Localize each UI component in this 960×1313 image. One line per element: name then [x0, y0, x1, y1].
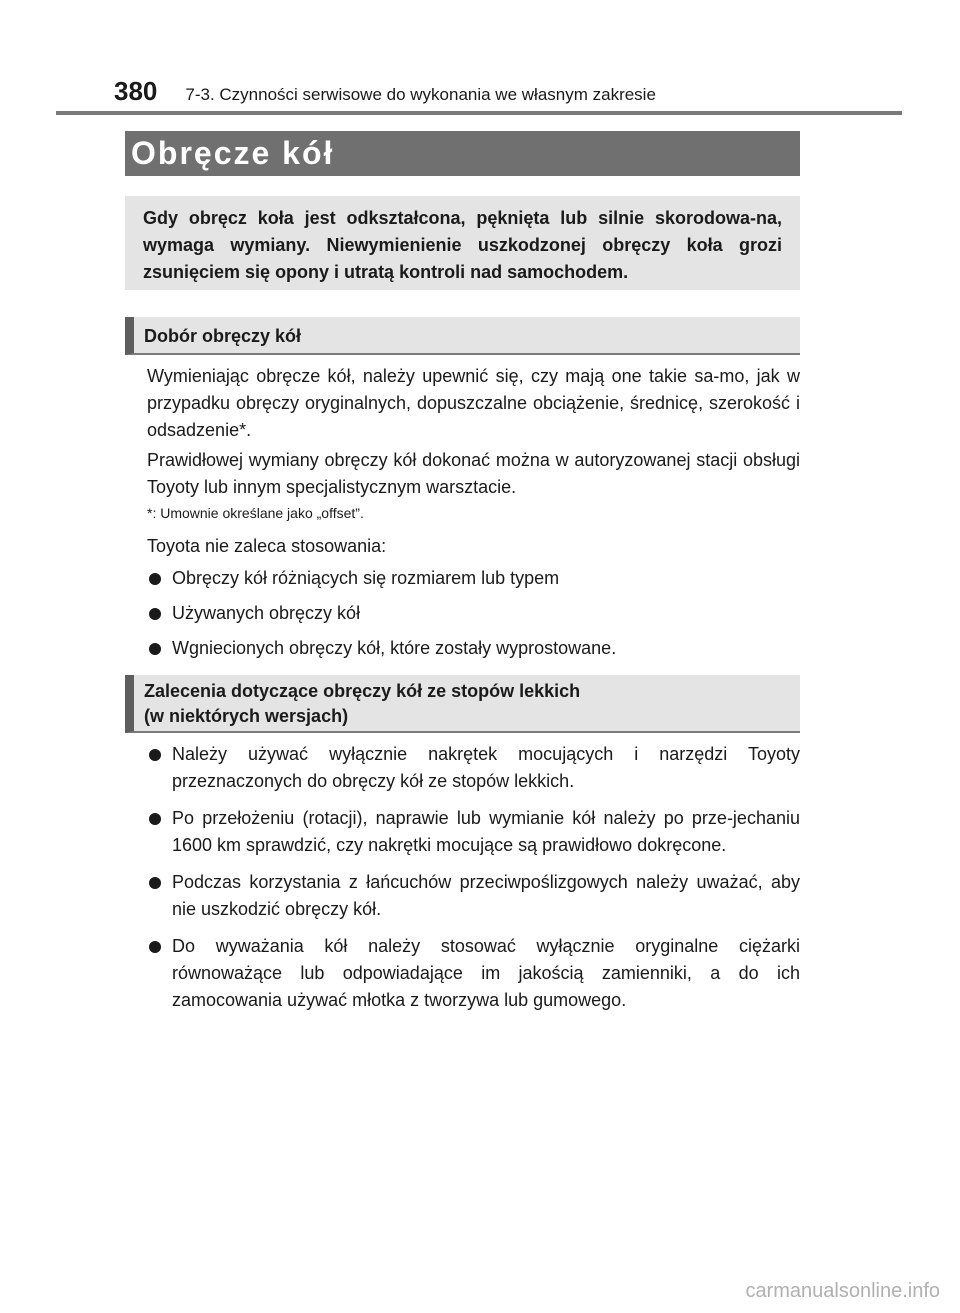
bullet-dot-icon — [149, 941, 161, 953]
page-title: Obręcze kół — [131, 135, 335, 171]
section-heading-line: (w niektórych wersjach) — [144, 706, 349, 726]
chapter-title: 7-3. Czynności serwisowe do wykonania we własnym zakresie — [185, 85, 656, 104]
header-divider — [56, 111, 902, 115]
page-title-bar — [125, 131, 800, 176]
list-item: Używanych obręczy kół — [147, 600, 800, 627]
bullet-dot-icon — [149, 877, 161, 889]
bullet-dot-icon — [149, 749, 161, 761]
bullet-dot-icon — [149, 608, 161, 620]
list-item: Po przełożeniu (rotacji), naprawie lub wymianie kół należy po prze-jechaniu 1600 km sprawdzić, czy nakrętki mocujące są prawidłowo dokręcone. — [147, 805, 800, 859]
not-recommended-list — [147, 565, 800, 670]
section-heading-line: Zalecenia dotyczące obręczy kół ze stopów lekkich — [144, 681, 581, 701]
section-heading-alloy-wheels — [125, 675, 800, 733]
list-item: Wgniecionych obręczy kół, które zostały wyprostowane. — [147, 635, 800, 662]
bullet-dot-icon — [149, 813, 161, 825]
page-header — [114, 76, 656, 107]
list-item: Obręczy kół różniących się rozmiarem lub typem — [147, 565, 800, 592]
alloy-wheel-recommendations-list — [147, 741, 800, 1024]
list-item: Do wyważania kół należy stosować wyłącznie oryginalne ciężarki równoważące lub odpowiadające im jakością zamienniki, a do ich zamocowania używać młotka z tworzywa lub gumowego. — [147, 933, 800, 1014]
list-item: Należy używać wyłącznie nakrętek mocujących i narzędzi Toyoty przeznaczonych do obręczy kół ze stopów lekkich. — [147, 741, 800, 795]
bullet-dot-icon — [149, 573, 161, 585]
paragraph-wheel-replacement: Prawidłowej wymiany obręczy kół dokonać można w autoryzowanej stacji obsługi Toyoty lub innym specjalistycznym warsztacie. — [147, 450, 800, 497]
watermark: carmanualsonline.info — [745, 1280, 940, 1302]
list-item: Podczas korzystania z łańcuchów przeciwpoślizgowych należy uważać, aby nie uszkodzić obręczy kół. — [147, 869, 800, 923]
page-number: 380 — [114, 76, 158, 106]
section-heading-wheel-selection: Dobór obręczy kół — [125, 317, 800, 355]
paragraph-not-recommended: Toyota nie zaleca stosowania: — [147, 536, 387, 556]
paragraph-wheel-requirements: Wymieniając obręcze kół, należy upewnić się, czy mają one takie sa-mo, jak w przypadku obręczy oryginalnych, dopuszczalne obciążenie, średnicę, szerokość i odsadzenie*. — [147, 366, 800, 440]
footnote: *: Umownie określane jako „offset”. — [147, 505, 364, 521]
intro-box: Gdy obręcz koła jest odkształcona, pęknięta lub silnie skorodowa-na, wymaga wymiany. Niewymienienie uszkodzonej obręczy koła grozi zsunięciem się opony i utratą kontroli nad samochodem. — [125, 196, 800, 290]
bullet-dot-icon — [149, 643, 161, 655]
